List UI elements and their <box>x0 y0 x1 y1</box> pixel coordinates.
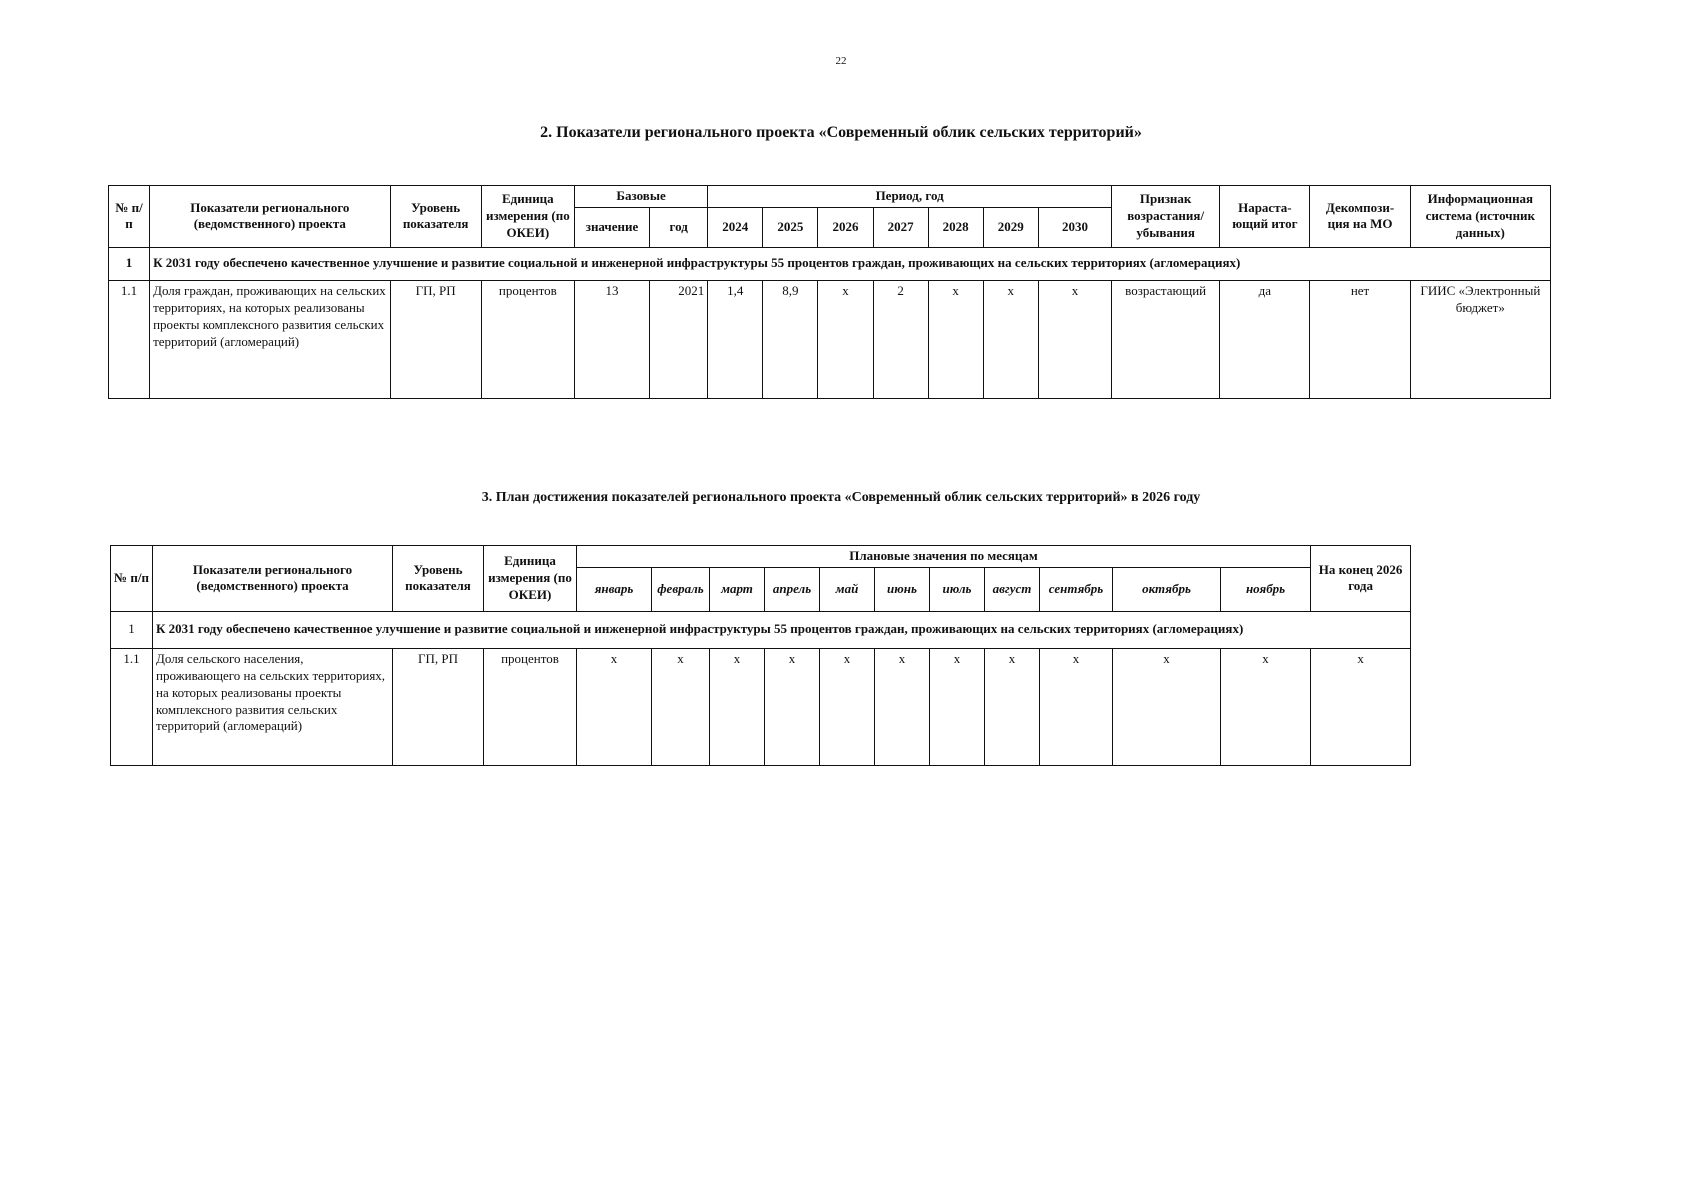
col-period-header: Период, год <box>708 186 1112 208</box>
col-month-header: сентябрь <box>1040 567 1113 611</box>
col-month-header: август <box>985 567 1040 611</box>
goal-number: 1 <box>109 247 150 280</box>
col-unit-header: Единица измерения (по ОКЕИ) <box>484 546 577 612</box>
section-title-plan: 3. План достижения показателей регионального проекта «Современный облик сельских территорий» в 2026 году <box>481 490 1201 505</box>
col-month-header: апрель <box>765 567 820 611</box>
col-year-header: 2030 <box>1038 207 1111 247</box>
col-year-header: 2024 <box>708 207 763 247</box>
col-level-header: Уровень показателя <box>393 546 484 612</box>
col-month-header: июнь <box>875 567 930 611</box>
decomposition-value: нет <box>1310 280 1410 398</box>
indicators-table <box>108 185 1551 399</box>
month-value: х <box>577 648 652 765</box>
col-num-header: № п/п <box>111 546 153 612</box>
month-value: х <box>985 648 1040 765</box>
col-month-header: октябрь <box>1113 567 1221 611</box>
goal-row <box>111 611 1411 648</box>
info-system-value: ГИИС «Электронный бюджет» <box>1410 280 1550 398</box>
col-month-header: май <box>820 567 875 611</box>
col-indicator-header: Показатели регионального (ведомственного) проекта <box>153 546 393 612</box>
indicator-unit: процентов <box>484 648 577 765</box>
trend-value: возрастающий <box>1112 280 1220 398</box>
indicator-level: ГП, РП <box>390 280 481 398</box>
plan-table <box>110 545 1411 766</box>
month-value: х <box>765 648 820 765</box>
col-decomposition-header: Декомпози- ция на МО <box>1310 186 1410 248</box>
col-base-year-header: год <box>650 207 708 247</box>
month-value: х <box>652 648 710 765</box>
year-end-value: х <box>1311 648 1411 765</box>
year-value: 2 <box>873 280 928 398</box>
col-month-header: июль <box>930 567 985 611</box>
goal-row <box>109 247 1551 280</box>
col-info-system-header: Информационная система (источник данных) <box>1410 186 1550 248</box>
col-cumulative-header: Нараста- ющий итог <box>1220 186 1310 248</box>
col-base-value-header: значение <box>574 207 649 247</box>
col-year-header: 2025 <box>763 207 818 247</box>
goal-text: К 2031 году обеспечено качественное улучшение и развитие социальной и инженерной инфраструктуры 55 процентов граждан, проживающих на сельских территориях (агломерациях) <box>153 611 1411 648</box>
col-year-header: 2027 <box>873 207 928 247</box>
section-title-indicators: 2. Показатели регионального проекта «Современный облик сельских территорий» <box>540 124 1142 141</box>
header-row <box>111 546 1411 568</box>
month-value: х <box>1040 648 1113 765</box>
col-unit-header: Единица измерения (по ОКЕИ) <box>481 186 574 248</box>
col-year-end-header: На конец 2026 года <box>1311 546 1411 612</box>
col-planned-header: Плановые значения по месяцам <box>577 546 1311 568</box>
goal-number: 1 <box>111 611 153 648</box>
indicator-level: ГП, РП <box>393 648 484 765</box>
cumulative-value: да <box>1220 280 1310 398</box>
year-value: х <box>983 280 1038 398</box>
header-row <box>109 186 1551 208</box>
base-value: 13 <box>574 280 649 398</box>
col-month-header: январь <box>577 567 652 611</box>
col-month-header: ноябрь <box>1221 567 1311 611</box>
indicator-unit: процентов <box>481 280 574 398</box>
base-year: 2021 <box>650 280 708 398</box>
year-value: х <box>928 280 983 398</box>
col-level-header: Уровень показателя <box>390 186 481 248</box>
indicator-name: Доля сельского населения, проживающего на сельских территориях, на которых реализованы проекты комплексного развития сельских территорий (агломераций) <box>153 648 393 765</box>
month-value: х <box>1113 648 1221 765</box>
col-base-header: Базовые <box>574 186 707 208</box>
indicator-name: Доля граждан, проживающих на сельских территориях, на которых реализованы проекты комплексного развития сельских территорий (агломераций) <box>150 280 390 398</box>
table-row <box>111 648 1411 765</box>
col-num-header: № п/п <box>109 186 150 248</box>
row-number: 1.1 <box>109 280 150 398</box>
col-year-header: 2029 <box>983 207 1038 247</box>
year-value: х <box>1038 280 1111 398</box>
page-number: 22 <box>835 55 847 67</box>
col-indicator-header: Показатели регионального (ведомственного) проекта <box>150 186 390 248</box>
col-month-header: февраль <box>652 567 710 611</box>
col-year-header: 2026 <box>818 207 873 247</box>
year-value: 8,9 <box>763 280 818 398</box>
month-value: х <box>875 648 930 765</box>
row-number: 1.1 <box>111 648 153 765</box>
year-value: 1,4 <box>708 280 763 398</box>
col-trend-header: Признак возрастания/ убывания <box>1112 186 1220 248</box>
col-year-header: 2028 <box>928 207 983 247</box>
month-value: х <box>820 648 875 765</box>
table-row <box>109 280 1551 398</box>
year-value: х <box>818 280 873 398</box>
month-value: х <box>710 648 765 765</box>
month-value: х <box>1221 648 1311 765</box>
goal-text: К 2031 году обеспечено качественное улучшение и развитие социальной и инженерной инфраструктуры 55 процентов граждан, проживающих на сельских территориях (агломерациях) <box>150 247 1551 280</box>
month-value: х <box>930 648 985 765</box>
col-month-header: март <box>710 567 765 611</box>
